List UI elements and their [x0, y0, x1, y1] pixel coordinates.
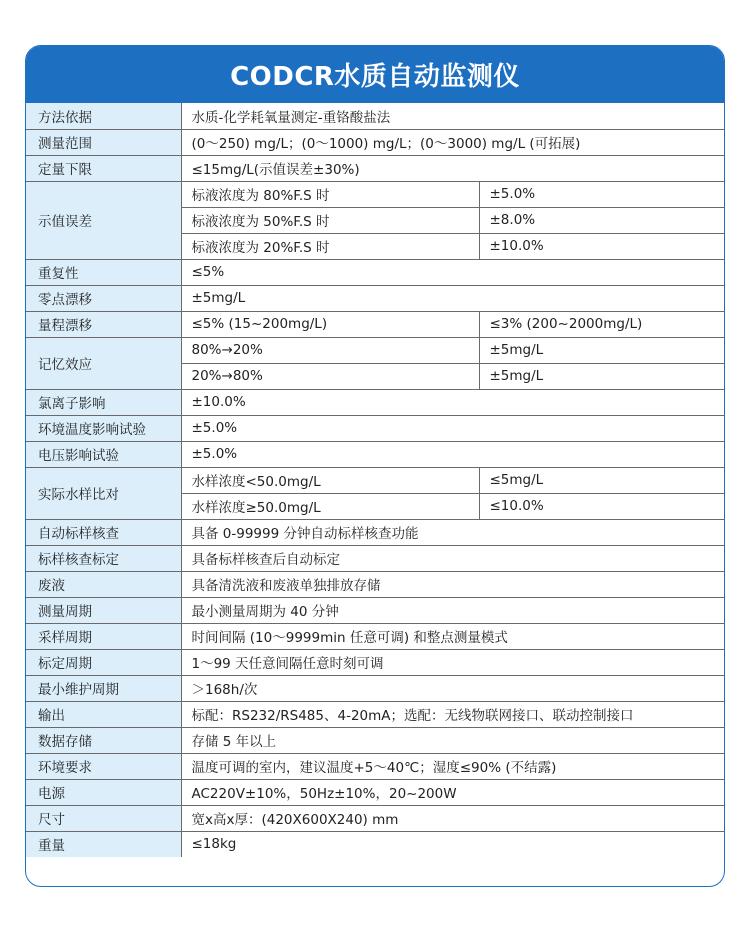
spec-label: 尺寸	[26, 805, 181, 831]
spec-label: 氯离子影响	[26, 389, 181, 415]
spec-value: (0～250) mg/L；(0～1000) mg/L；(0～3000) mg/L (可拓展)	[181, 129, 724, 155]
table-row	[26, 285, 724, 311]
table-row	[26, 441, 724, 467]
table-row	[26, 649, 724, 675]
spec-condition: 标液浓度为 20%F.S 时	[181, 233, 479, 259]
spec-label: 记忆效应	[26, 337, 181, 389]
table-row	[26, 545, 724, 571]
table-row	[26, 779, 724, 805]
spec-condition: 80%→20%	[181, 337, 479, 363]
table-row	[26, 311, 724, 337]
spec-sub-value: ≤3% (200~2000mg/L)	[479, 311, 724, 337]
spec-label: 定量下限	[26, 155, 181, 181]
spec-label: 环境温度影响试验	[26, 415, 181, 441]
table-row	[26, 129, 724, 155]
spec-value: 时间间隔 (10～9999min 任意可调) 和整点测量模式	[181, 623, 724, 649]
page-title: CODCR水质自动监测仪	[26, 46, 724, 103]
spec-sub-value: ±8.0%	[479, 207, 724, 233]
spec-label: 电压影响试验	[26, 441, 181, 467]
spec-label: 量程漂移	[26, 311, 181, 337]
spec-value: 具备标样核查后自动标定	[181, 545, 724, 571]
spec-value: ≤18kg	[181, 831, 724, 857]
spec-condition: 水样浓度<50.0mg/L	[181, 467, 479, 493]
table-row	[26, 415, 724, 441]
spec-label: 标定周期	[26, 649, 181, 675]
table-row	[26, 181, 724, 207]
spec-label: 测量周期	[26, 597, 181, 623]
spec-label: 环境要求	[26, 753, 181, 779]
spec-sub-value: ±5mg/L	[479, 337, 724, 363]
spec-condition: 20%→80%	[181, 363, 479, 389]
spec-condition: 标液浓度为 50%F.S 时	[181, 207, 479, 233]
table-row	[26, 805, 724, 831]
spec-value: ≤15mg/L(示值误差±30%)	[181, 155, 724, 181]
spec-label: 实际水样比对	[26, 467, 181, 519]
spec-card	[25, 45, 725, 887]
spec-label: 测量范围	[26, 129, 181, 155]
spec-condition: ≤5% (15~200mg/L)	[181, 311, 479, 337]
spec-label: 重量	[26, 831, 181, 857]
table-row	[26, 389, 724, 415]
spec-label: 废液	[26, 571, 181, 597]
spec-value: ＞168h/次	[181, 675, 724, 701]
table-row	[26, 519, 724, 545]
table-row	[26, 571, 724, 597]
table-row	[26, 623, 724, 649]
spec-value: 具备清洗液和废液单独排放存储	[181, 571, 724, 597]
spec-value: 标配：RS232/RS485、4-20mA；选配：无线物联网接口、联动控制接口	[181, 701, 724, 727]
spec-value: 1～99 天任意间隔任意时刻可调	[181, 649, 724, 675]
spec-label: 重复性	[26, 259, 181, 285]
spec-label: 方法依据	[26, 103, 181, 129]
spec-label: 零点漂移	[26, 285, 181, 311]
table-row	[26, 597, 724, 623]
table-row	[26, 337, 724, 363]
table-row	[26, 467, 724, 493]
spec-label: 示值误差	[26, 181, 181, 259]
spec-label: 标样核查标定	[26, 545, 181, 571]
spec-sub-value: ±5.0%	[479, 181, 724, 207]
spec-label: 输出	[26, 701, 181, 727]
spec-sub-value: ≤10.0%	[479, 493, 724, 519]
table-row	[26, 675, 724, 701]
spec-sub-value: ±10.0%	[479, 233, 724, 259]
spec-condition: 水样浓度≥50.0mg/L	[181, 493, 479, 519]
spec-value: ≤5%	[181, 259, 724, 285]
table-row	[26, 155, 724, 181]
spec-label: 采样周期	[26, 623, 181, 649]
spec-value: AC220V±10%，50Hz±10%，20~200W	[181, 779, 724, 805]
table-row	[26, 727, 724, 753]
spec-label: 电源	[26, 779, 181, 805]
spec-value: 最小测量周期为 40 分钟	[181, 597, 724, 623]
table-row	[26, 831, 724, 857]
spec-label: 数据存储	[26, 727, 181, 753]
spec-value: ±5mg/L	[181, 285, 724, 311]
spec-value: ±5.0%	[181, 415, 724, 441]
spec-sub-value: ≤5mg/L	[479, 467, 724, 493]
spec-table	[26, 103, 724, 857]
spec-condition: 标液浓度为 80%F.S 时	[181, 181, 479, 207]
spec-label: 自动标样核查	[26, 519, 181, 545]
spec-sub-value: ±5mg/L	[479, 363, 724, 389]
table-row	[26, 103, 724, 129]
table-row	[26, 753, 724, 779]
spec-value: ±5.0%	[181, 441, 724, 467]
spec-value: 温度可调的室内，建议温度+5～40℃；湿度≤90% (不结露)	[181, 753, 724, 779]
spec-value: 宽x高x厚：(420X600X240) mm	[181, 805, 724, 831]
spec-value: ±10.0%	[181, 389, 724, 415]
spec-value: 存储 5 年以上	[181, 727, 724, 753]
table-row	[26, 701, 724, 727]
spec-value: 具备 0-99999 分钟自动标样核查功能	[181, 519, 724, 545]
spec-value: 水质-化学耗氧量测定-重铬酸盐法	[181, 103, 724, 129]
table-row	[26, 259, 724, 285]
spec-label: 最小维护周期	[26, 675, 181, 701]
